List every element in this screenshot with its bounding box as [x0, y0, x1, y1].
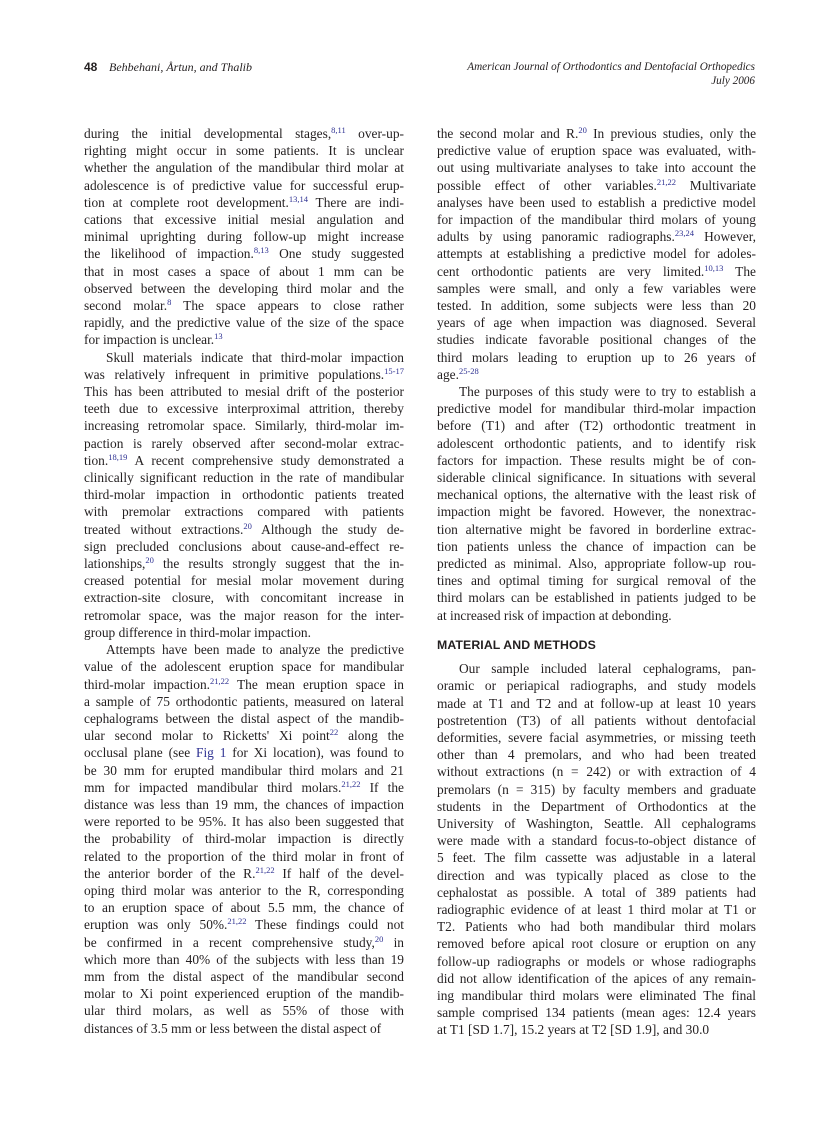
text-line: a sample of 75 orthodontic patients, measured on lateral — [84, 693, 404, 709]
text-line: related to the proportion of the third molar in front of — [84, 848, 404, 864]
text-line: the probability of third-molar impaction is directly — [84, 831, 404, 847]
text-line: were reported to be 95%. It has also been suggested that — [84, 814, 404, 830]
text-line: removed before apical root closure or eruption on any — [437, 936, 756, 952]
text-line: predictive model for mandibular third-molar impaction — [437, 401, 756, 417]
citation-reference[interactable]: 20 — [374, 933, 384, 944]
paragraph — [84, 349, 404, 641]
text-line: attempts at establishing a predictive model for adoles- — [437, 246, 756, 262]
text-line: did not allow identification of the apices of any remain- — [437, 970, 756, 986]
text-line: distance was less than 19 mm, the chances of impaction — [84, 796, 404, 812]
text-line: mechanical options, the alternative with the least risk of — [437, 487, 756, 503]
text-line: eruption was only 50%.$^{21,22}$ These findings could not — [84, 916, 404, 933]
issue-date: July 2006 — [711, 75, 755, 87]
text-line: ing mandibular third molars were eliminated The final — [437, 987, 756, 1003]
text-line: during the initial developmental stages,$^{8,11}$ over-up- — [84, 125, 404, 141]
text-line: University of Washington, Seattle. All cephalograms — [437, 815, 756, 831]
text-line: studies indicate favorable positional changes of the — [437, 332, 756, 348]
text-line: ular third molars, as well as 55% of those with — [84, 1003, 404, 1019]
text-line: oramic or periapical radiographs, and study models — [437, 678, 756, 694]
text-line: adolescent orthodontic patients, and to identify risk — [437, 435, 756, 451]
page-number: 48 — [84, 60, 98, 74]
text-line: ular second molar to Ricketts' Xi point$^{22}$ along the — [84, 727, 404, 744]
citation-reference[interactable]: 20 — [578, 125, 587, 135]
citation-reference[interactable]: 18,19 — [108, 451, 128, 462]
paragraph — [437, 660, 756, 1038]
text-line: out using multivariate analyses to take into account the — [437, 160, 756, 176]
journal-title: American Journal of Orthodontics and Dentofacial Orthopedics — [467, 61, 755, 73]
text-line: with premolar extractions compared with patients — [84, 504, 404, 520]
section-heading: MATERIAL AND METHODS — [437, 637, 596, 652]
text-line: third-molar impaction.$^{21,22}$ The mean eruption space in — [84, 675, 405, 692]
text-line: age.$^{25-28}$ — [437, 365, 479, 382]
text-line: the second molar and R.$^{20}$ In previous studies, only the — [437, 125, 757, 141]
text-line: T2. Patients who had both mandibular third molars — [437, 919, 756, 935]
text-line: sample comprised 134 patients (mean ages: 12.4 years — [437, 1005, 756, 1021]
text-line: which more than 40% of the subjects with less than 19 — [84, 951, 404, 967]
text-line: righting might occur in some patients. It is unclear — [84, 143, 404, 159]
citation-reference[interactable]: 13,14 — [288, 193, 308, 204]
text-line: third molars leading to eruption up to 26 years of — [437, 349, 756, 365]
text-line: increasing retromolar space. Similarly, third-molar im- — [84, 418, 404, 434]
text-line: third-molar impaction in orthodontic patients treated — [84, 487, 404, 503]
text-line: molar to Xi point experienced eruption of the mandib- — [84, 986, 404, 1002]
citation-reference[interactable]: 21,22 — [255, 864, 275, 875]
text-line: whether the angulation of the mandibular third molar at — [84, 160, 404, 176]
text-line: at increased risk of impaction at debonding. — [437, 607, 672, 623]
text-line: tested. In addition, some subjects were less than 20 — [437, 298, 756, 314]
text-line: radiographic evidence of at least 1 third molar at T1 or — [437, 901, 756, 917]
text-line: Skull materials indicate that third-molar impaction — [106, 349, 404, 365]
text-line: group difference in third-molar impaction. — [84, 624, 311, 640]
text-line: be 30 mm for erupted mandibular third molars and 21 — [84, 762, 404, 778]
text-line: The purposes of this study were to try to establish a — [459, 384, 756, 400]
text-line: Our sample included lateral cephalograms, pan- — [459, 661, 756, 677]
text-line: the anterior border of the R.$^{21,22}$ If half of the devel- — [84, 864, 404, 881]
text-line: follow-up radiographs or models or whose radiographs — [437, 953, 756, 969]
citation-reference[interactable]: 8,11 — [331, 125, 346, 135]
text-line: third molars can be established in patients judged to be — [437, 590, 756, 606]
text-line: the likelihood of impaction.$^{8,13}$ One study suggested — [84, 245, 404, 262]
text-line: creased potential for mesial molar movement during — [84, 573, 404, 589]
text-line: teeth due to excessive interproximal attrition, thereby — [84, 401, 404, 417]
text-line: be confirmed in a recent comprehensive study,$^{20}$ in — [84, 933, 404, 950]
text-line: tion at complete root development.$^{13,14}$ There are indi- — [84, 193, 404, 210]
text-line: samples were small, and only a few variables were — [437, 280, 756, 296]
citation-reference[interactable]: 21,22 — [210, 675, 230, 686]
citation-reference[interactable]: 23,24 — [674, 228, 694, 239]
citation-reference[interactable]: 8,13 — [253, 245, 269, 256]
citation-reference[interactable]: 8 — [167, 297, 172, 308]
citation-reference[interactable]: 15-17 — [384, 365, 404, 376]
paragraph — [437, 383, 756, 624]
text-line: other than 4 premolars, and who had been treated — [437, 747, 756, 763]
running-header — [84, 60, 755, 100]
text-line: rapidly, and the predictive value of the size of the space — [84, 315, 404, 331]
text-line: at T1 [SD 1.7], 15.2 years at T2 [SD 1.9], and 30.0 — [437, 1022, 710, 1038]
text-line: second molar.$^8$ The space appears to close rather — [84, 297, 404, 314]
text-line: siderable clinical significance. In situations with several — [437, 470, 756, 486]
paragraph — [84, 641, 404, 1037]
citation-reference[interactable]: 21,22 — [227, 916, 247, 927]
text-line: cephalograms between the distal aspect of the mandib- — [84, 710, 404, 726]
figure-link[interactable]: Fig 1 — [196, 745, 227, 761]
citation-reference[interactable]: 21,22 — [656, 176, 676, 187]
text-line: tion.$^{18,19}$ A recent comprehensive study demonstrated a — [84, 451, 404, 468]
text-line: possible effect of other variables.$^{21,22}$ Multivariate — [437, 176, 756, 193]
citation-reference[interactable]: 10,13 — [704, 262, 724, 273]
text-line: mm from the distal aspect of the mandibular second — [84, 968, 404, 984]
text-line: tines and optimal timing for surgical removal of the — [437, 573, 756, 589]
text-line: premolars (n = 315) by faculty members and graduate — [437, 781, 756, 797]
citation-reference[interactable]: 20 — [243, 520, 252, 531]
text-line: analyses have been used to establish a predictive model — [437, 194, 756, 210]
paragraph — [437, 125, 756, 383]
text-line: cations that excessive initial mesial angulation and — [84, 212, 404, 228]
text-line: were made with a standard focus-to-object distance of — [437, 833, 756, 849]
text-line: that in most cases a space of about 1 mm can be — [84, 263, 404, 279]
text-line: predictive value of eruption space was evaluated, with- — [437, 143, 756, 159]
text-line: factors for impaction. These results might be of con- — [437, 452, 756, 468]
text-line: without extractions (n = 242) or with extraction of 4 — [437, 764, 756, 780]
paragraph — [84, 125, 404, 349]
text-line: before (T1) and after (T2) orthodontic treatment in — [437, 418, 756, 434]
text-line: years of age when impaction was diagnosed. Several — [437, 315, 756, 331]
text-line: for impaction is unclear.$^{13}$ — [84, 331, 223, 348]
journal-info — [467, 60, 755, 88]
text-line: value of the adolescent eruption space for mandibular — [84, 659, 404, 675]
text-line: extraction-site closure, with concomitant increase in — [84, 590, 404, 606]
text-line: minimal uprighting during follow-up might increase — [84, 229, 404, 245]
text-line: treated without extractions.$^{20}$ Although the study de- — [84, 520, 404, 537]
text-line: adolescence is of predictive value for successful erup- — [84, 177, 404, 193]
text-line: paction is rarely observed after second-molar extrac- — [84, 435, 404, 451]
running-authors: Behbehani, Årtun, and Thalib — [109, 60, 252, 74]
text-line: occlusal plane (see Fig 1 for Xi location), was found to — [84, 745, 404, 761]
text-line: postretention (T3) of all patients without dentofacial — [437, 712, 756, 728]
text-line: students in the Department of Orthodontics at the — [437, 798, 756, 814]
text-line: deformities, severe facial asymmetries, or missing teeth — [437, 729, 756, 745]
citation-reference[interactable]: 13 — [214, 331, 223, 342]
text-line: cent orthodontic patients are very limited.$^{10,13}$ The — [437, 262, 756, 279]
text-line: sign precluded conclusions about cause-and-effect re- — [84, 538, 404, 554]
citation-reference[interactable]: 25-28 — [458, 365, 479, 376]
text-line: direction and was typically placed as close to the — [437, 867, 756, 883]
text-line: impaction might be favored. However, the nonextrac- — [437, 504, 756, 520]
text-line: cephalostat as possible. A total of 389 patients had — [437, 884, 756, 900]
text-line: This has been attributed to mesial drift of the posterior — [84, 384, 404, 400]
text-line: predicted as minimal. Also, appropriate follow-up rou- — [437, 556, 756, 572]
text-line: observed between the developing third molar and the — [84, 280, 404, 296]
text-line: for impaction of the mandibular third molars of young — [437, 212, 756, 228]
right-column — [437, 125, 756, 1039]
text-line: lationships,$^{20}$ the results strongly suggest that the in- — [84, 555, 404, 572]
text-line: made at T1 and T2 and at follow-up at least 10 years — [437, 695, 756, 711]
text-line: to an eruption space of about 5.5 mm, the chance of — [84, 900, 404, 916]
text-line: was relatively infrequent in primitive populations.$^{15-17}$ — [84, 365, 404, 382]
text-line: tion patients unless the chance of impaction can be — [437, 538, 756, 554]
text-line: 5 feet. The film cassette was adjustable in a lateral — [437, 850, 756, 866]
text-line: retromolar space, was the major reason for the inter- — [84, 607, 404, 623]
text-line: distances of 3.5 mm or less between the distal aspect of — [84, 1020, 382, 1036]
text-line: clinically significant reduction in the rate of mandibular — [84, 470, 404, 486]
citation-reference[interactable]: 21,22 — [341, 778, 361, 789]
left-column — [84, 125, 404, 1037]
citation-reference[interactable]: 20 — [145, 555, 154, 566]
text-line: mm for impacted mandibular third molars.$^{21,22}$ If the — [84, 778, 404, 795]
text-line: tion alternative might be favored in borderline extrac- — [437, 521, 756, 537]
citation-reference[interactable]: 22 — [329, 727, 339, 738]
text-line: oping third molar was anterior to the R, corresponding — [84, 882, 404, 898]
text-line: Attempts have been made to analyze the predictive — [106, 642, 404, 658]
text-line: adults by using panoramic radiographs.$^{23,24}$ However, — [437, 228, 756, 245]
